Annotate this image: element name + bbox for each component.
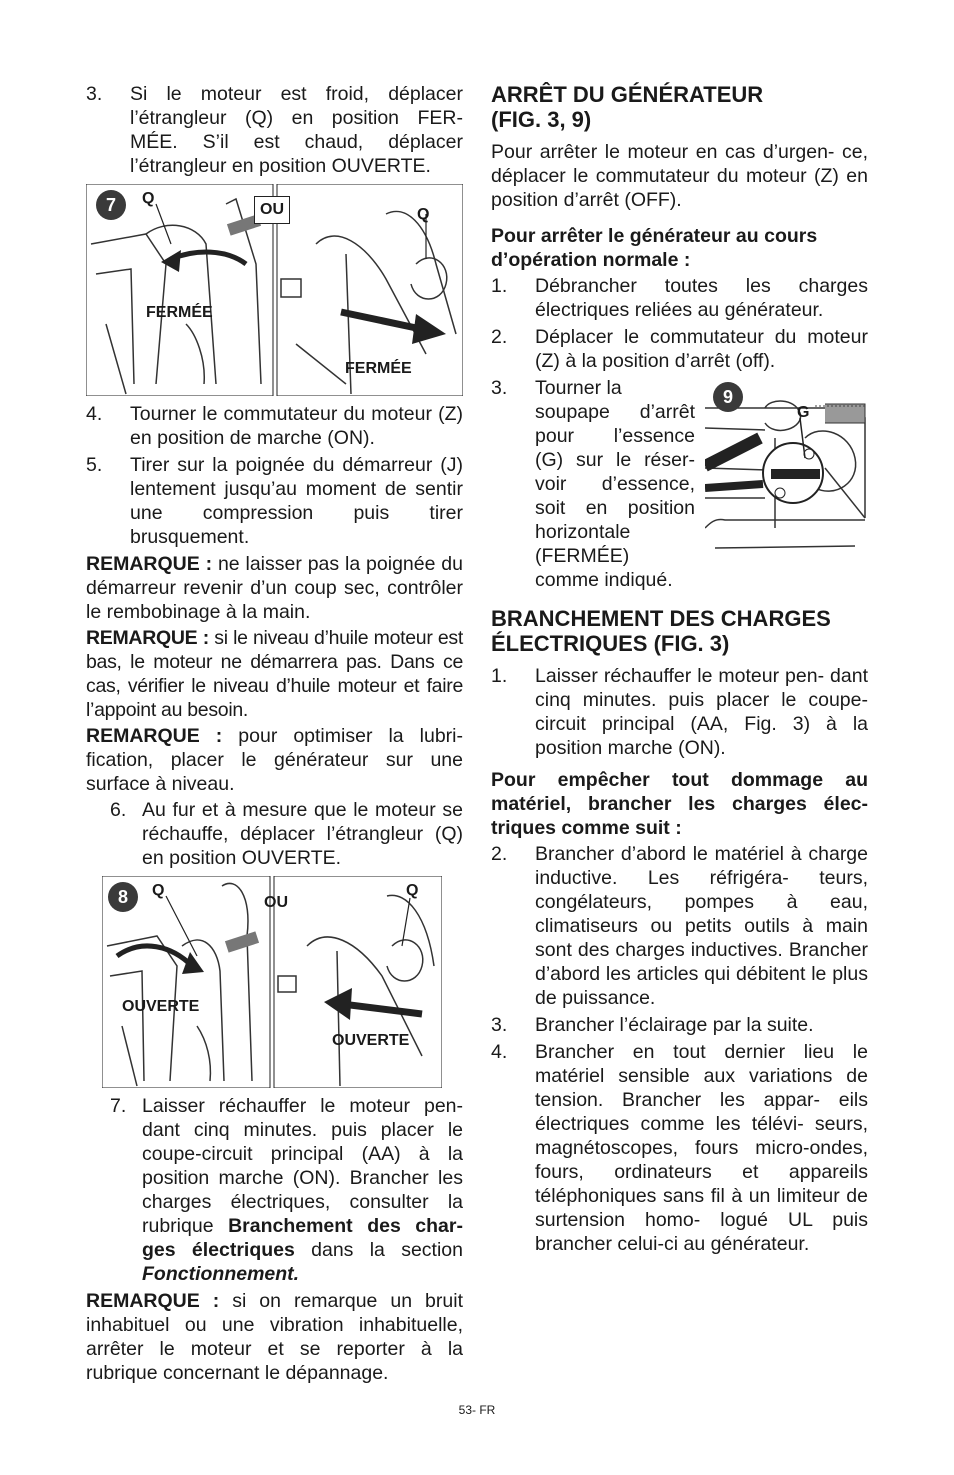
- list-item: [86, 82, 463, 178]
- item-text: Si le moteur est froid, déplacer l’étrangleur (Q) en position FER- MÉE. S’il est chaud, déplacer l’étrangleur en position OUVERTE.: [130, 83, 463, 177]
- subheading: Pour empêcher tout dommage au matériel, brancher les charges élec- triques comme suit :: [491, 769, 868, 839]
- list-item: [491, 325, 868, 373]
- choke-label-q: Q: [406, 882, 419, 899]
- closed-label: FERMÉE: [146, 304, 213, 321]
- list-item: [491, 1040, 868, 1256]
- note-label: REMARQUE :: [86, 627, 209, 649]
- list-item: [491, 274, 868, 322]
- note: [86, 626, 463, 722]
- or-label: OU: [264, 894, 288, 911]
- note: [86, 552, 463, 624]
- item-number: 1.: [491, 665, 508, 687]
- right-column: [491, 82, 868, 1259]
- item-text: Tirer sur la poignée du démarreur (J) lentement jusqu’au moment de sentir une compression puis tirer brusquement.: [130, 454, 463, 548]
- or-label: OU: [254, 196, 290, 224]
- item-number: 1.: [491, 275, 508, 297]
- item-number: 3.: [86, 83, 103, 105]
- list-item: [491, 376, 868, 592]
- item-number: 7.: [110, 1095, 127, 1117]
- section-heading: BRANCHEMENT DES CHARGES ÉLECTRIQUES (FIG. 3): [491, 606, 831, 656]
- page-number: 53- FR: [458, 1403, 496, 1417]
- item-text: Brancher l’éclairage par la suite.: [535, 1014, 814, 1036]
- note: [86, 724, 463, 796]
- fuel-valve-label-g: G: [797, 404, 810, 421]
- note-label: REMARQUE :: [86, 553, 213, 575]
- left-column: [86, 82, 463, 1387]
- item-number: 3.: [491, 377, 508, 399]
- section-heading: ARRÊT DU GÉNÉRATEUR (FIG. 3, 9): [491, 82, 764, 132]
- item-text: Débrancher toutes les charges électriques reliées au générateur.: [535, 275, 868, 321]
- item-text: Brancher en tout dernier lieu le matériel sensible aux variations de tension. Brancher les appar- eils électriques comme les télévi- seurs, magnétoscopes, fours micro-ondes, fours, ordinateurs et appareils téléphoniques sans fil à un limiteur de surtension homo- logué UL puis brancher celui-ci au générateur.: [535, 1041, 868, 1255]
- note-text: pour optimiser la lubri- fication, placer le générateur sur une surface à niveau.: [86, 725, 463, 795]
- note: [86, 1289, 463, 1385]
- figure-number-badge: 7: [96, 190, 126, 220]
- item-number: 6.: [110, 799, 127, 821]
- paragraph: Pour arrêter le moteur en cas d’urgen- ce, déplacer le commutateur du moteur (Z) en position d’arrêt (OFF).: [491, 141, 868, 211]
- item-text: Laisser réchauffer le moteur pen- dant cinq minutes. puis placer le coupe-circuit principal (AA, Fig. 3) à la position marche (ON).: [535, 665, 868, 759]
- list-item: [86, 402, 463, 450]
- open-label: OUVERTE: [122, 998, 200, 1015]
- item-number: 5.: [86, 454, 103, 476]
- choke-label-q: Q: [417, 206, 430, 223]
- closed-label: FERMÉE: [345, 360, 412, 377]
- item-number: 4.: [491, 1041, 508, 1063]
- item-text: Au fur et à mesure que le moteur se réchauffe, déplacer l’étrangleur (Q) en position OUVERTE.: [142, 799, 463, 869]
- figure-number-badge: 8: [108, 882, 138, 912]
- note-text: ne laisser pas la poignée du démarreur revenir d’un coup sec, contrôler le rembobinage à la main.: [86, 553, 463, 623]
- note-text: si on remarque un bruit inhabituel ou une vibration inhabituelle, arrêter le moteur et se reporter à la rubrique concernant le dépannage.: [86, 1290, 463, 1384]
- list-item: [491, 1013, 868, 1037]
- item-text: Tourner la soupape d’arrêt pour l’essence (G) sur le réser- voir d’essence, soit en position horizontale (FERMÉE) comme indiqué.: [535, 377, 695, 591]
- item-text: Déplacer le commutateur du moteur (Z) à la position d’arrêt (off).: [535, 326, 868, 372]
- note-label: REMARQUE :: [86, 1290, 220, 1312]
- list-item: [86, 798, 463, 870]
- item-number: 4.: [86, 403, 103, 425]
- figure-7: [86, 184, 463, 396]
- list-item: [491, 664, 868, 760]
- list-item: [86, 1094, 463, 1286]
- note-label: REMARQUE :: [86, 725, 223, 747]
- item-text: Laisser réchauffer le moteur pen- dant cinq minutes. puis placer le coupe-circuit principal (AA) à la position marche (ON). Brancher les charges électriques, consulter la rubrique Branchement des char- ges électriques dans la section Fonctionnement.: [142, 1095, 463, 1285]
- note-text: si le niveau d’huile moteur est bas, le moteur ne démarrera pas. Dans ce cas, vérifier le niveau d’huile moteur et faire l’appoint au besoin.: [86, 627, 463, 721]
- choke-label-q: Q: [152, 882, 165, 899]
- figure-number-badge: 9: [713, 382, 743, 412]
- choke-label-q: Q: [142, 190, 155, 207]
- item-number: 2.: [491, 843, 508, 865]
- subheading: Pour arrêter le générateur au cours d’opération normale :: [491, 225, 818, 271]
- open-label: OUVERTE: [332, 1032, 410, 1049]
- item-number: 2.: [491, 326, 508, 348]
- list-item: [86, 453, 463, 549]
- list-item: [491, 842, 868, 1010]
- figure-9: [705, 378, 868, 550]
- item-text: Tourner le commutateur du moteur (Z) en position de marche (ON).: [130, 403, 463, 449]
- item-text: Brancher d’abord le matériel à charge inductive. Les réfrigéra- teurs, congélateurs, pompes à eau, climatiseurs ou petits outils à main sont des charges inductives. Brancher d’abord les articles qui débitent le plus de puissance.: [535, 843, 868, 1009]
- item-number: 3.: [491, 1014, 508, 1036]
- figure-8: [102, 876, 442, 1088]
